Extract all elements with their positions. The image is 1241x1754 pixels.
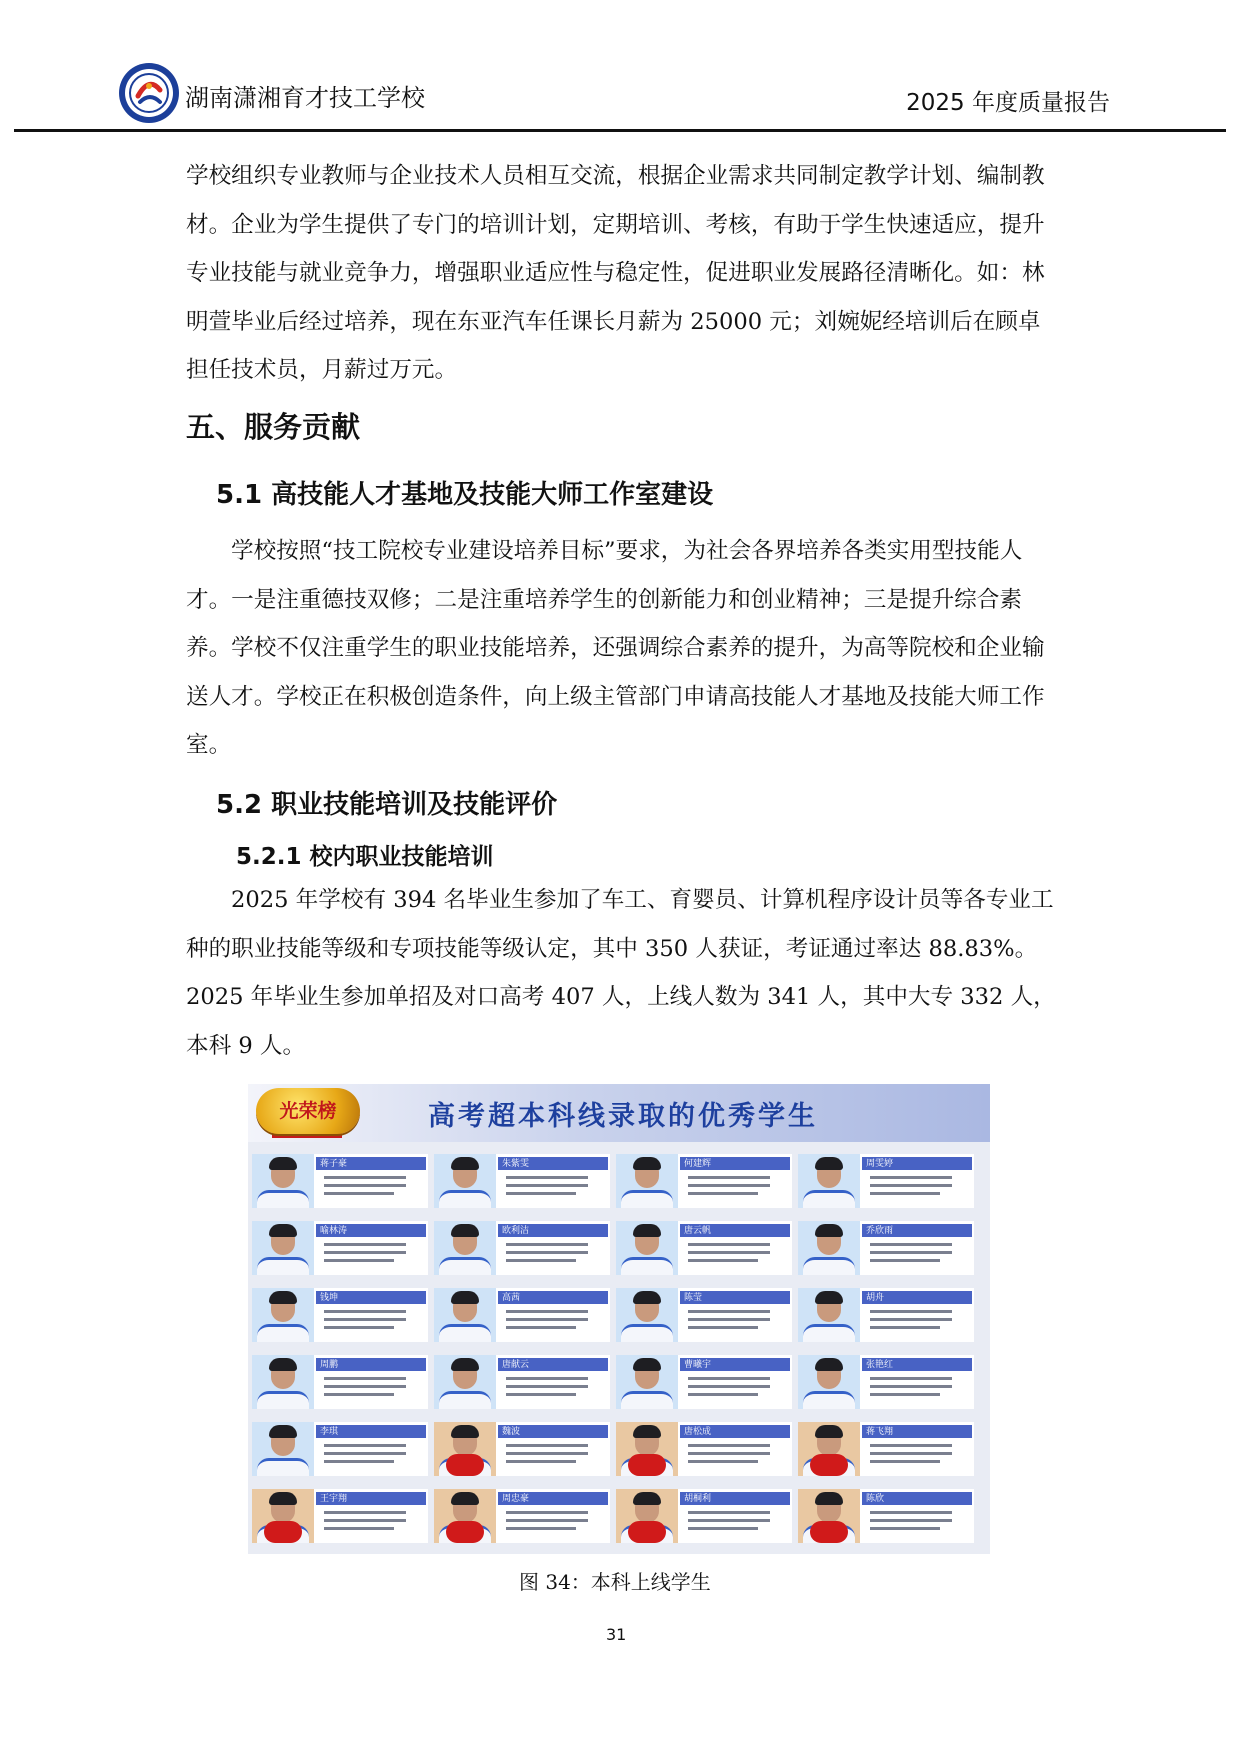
student-photo — [252, 1422, 314, 1476]
student-score-line — [324, 1519, 406, 1522]
student-name-bar — [498, 1291, 608, 1304]
student-score-line — [870, 1377, 952, 1380]
student-photo — [616, 1355, 678, 1409]
student-card — [616, 1288, 792, 1342]
student-score-line — [324, 1511, 406, 1514]
student-card — [798, 1288, 974, 1342]
student-score-line — [688, 1251, 770, 1254]
student-score-line — [688, 1519, 770, 1522]
student-card — [434, 1489, 610, 1543]
student-name: 唐云帆 — [684, 1226, 712, 1236]
student-name: 朱紫雯 — [502, 1159, 530, 1169]
student-name-bar — [680, 1425, 790, 1438]
student-name: 胡桐利 — [684, 1494, 712, 1504]
student-card — [616, 1154, 792, 1208]
section-heading: 五、服务贡献 — [186, 410, 361, 444]
badge-label: 光荣榜 — [279, 1100, 337, 1122]
student-card — [616, 1489, 792, 1543]
student-score-line — [506, 1519, 588, 1522]
paragraph-cooperation: 学校组织专业教师与企业技术人员相互交流，根据企业需求共同制定教学计划、编制教材。企业为学生提供了专门的培训计划，定期培训、考核，有助于学生快速适应，提升专业技能与就业竞争力，增强职业适应性与稳定性，促进职业发展路径清晰化。如：林明萱毕业后经过培养，现在东亚汽车任课长月薪为 25000 元；刘婉妮经培训后在顾卓担任技术员，月薪过万元。 — [186, 163, 1045, 383]
student-name-bar — [862, 1425, 972, 1438]
student-card — [252, 1422, 428, 1476]
student-name: 张艳红 — [866, 1360, 894, 1370]
student-photo — [798, 1422, 860, 1476]
student-score-line — [324, 1243, 406, 1246]
student-score-line — [506, 1385, 588, 1388]
student-card — [798, 1221, 974, 1275]
paragraph-talent-base: 学校按照“技工院校专业建设培养目标”要求，为社会各界培养各类实用型技能人才。一是注重德技双修；二是注重培养学生的创新能力和创业精神；三是提升综合素养。学校不仅注重学生的职业技能培养，还强调综合素养的提升，为高等院校和企业输送人才。学校正在积极创造条件，向上级主管部门申请高技能人才基地及技能大师工作室。 — [186, 538, 1045, 758]
honor-badge — [256, 1088, 360, 1134]
student-name-bar — [316, 1157, 426, 1170]
student-score-line — [870, 1326, 940, 1329]
student-score-line — [506, 1326, 576, 1329]
student-name: 蒋子豪 — [320, 1159, 348, 1169]
student-name-bar — [862, 1291, 972, 1304]
student-name-bar — [498, 1224, 608, 1237]
student-score-line — [506, 1511, 588, 1514]
student-score-line — [324, 1393, 394, 1396]
student-score-line — [870, 1511, 952, 1514]
figure-banner — [248, 1084, 990, 1142]
student-score-line — [688, 1377, 770, 1380]
student-score-line — [324, 1527, 394, 1530]
student-score-line — [870, 1251, 952, 1254]
student-score-line — [324, 1377, 406, 1380]
student-score-line — [870, 1318, 952, 1321]
student-name: 李琪 — [320, 1427, 339, 1437]
student-card — [434, 1288, 610, 1342]
student-score-line — [324, 1259, 394, 1262]
student-name: 陈莹 — [684, 1293, 703, 1303]
student-card — [434, 1221, 610, 1275]
student-name-bar — [316, 1358, 426, 1371]
student-photo — [252, 1154, 314, 1208]
student-name: 周忠豪 — [502, 1494, 530, 1504]
student-name: 唐献云 — [502, 1360, 530, 1370]
student-photo — [798, 1355, 860, 1409]
student-name-bar — [498, 1157, 608, 1170]
student-name: 何建辉 — [684, 1159, 712, 1169]
student-card — [798, 1355, 974, 1409]
student-score-line — [870, 1460, 940, 1463]
student-card — [616, 1355, 792, 1409]
student-name-bar — [862, 1224, 972, 1237]
student-name: 欧利洁 — [502, 1226, 530, 1236]
student-name-bar — [316, 1425, 426, 1438]
student-score-line — [506, 1184, 588, 1187]
student-score-line — [870, 1527, 940, 1530]
student-photo — [252, 1355, 314, 1409]
student-card — [252, 1221, 428, 1275]
student-score-line — [324, 1184, 406, 1187]
student-score-line — [688, 1176, 770, 1179]
subsection-heading-5-1: 5.1 高技能人才基地及技能大师工作室建设 — [216, 480, 714, 510]
student-photo — [798, 1489, 860, 1543]
student-photo — [434, 1154, 496, 1208]
student-score-line — [870, 1310, 952, 1313]
student-score-line — [324, 1310, 406, 1313]
student-name-bar — [680, 1358, 790, 1371]
paragraph-training-results: 2025 年学校有 394 名毕业生参加了车工、育婴员、计算机程序设计员等各专业工种的职业技能等级和专项技能等级认定，其中 350 人获证，考证通过率达 88.83%。2025 年毕业生参加单招及对口高考 407 人，上线人数为 341 人，其中大专 332 人，本科 9 人。 — [186, 887, 1056, 1059]
student-name: 周鹏 — [320, 1360, 339, 1370]
student-score-line — [688, 1310, 770, 1313]
student-score-line — [870, 1184, 952, 1187]
student-name-bar — [316, 1291, 426, 1304]
student-score-line — [324, 1326, 394, 1329]
student-photo — [616, 1288, 678, 1342]
student-card — [798, 1154, 974, 1208]
page-number: 31 — [606, 1625, 627, 1644]
student-name-bar — [862, 1492, 972, 1505]
student-score-line — [870, 1444, 952, 1447]
student-photo — [616, 1489, 678, 1543]
student-name: 钱坤 — [320, 1293, 339, 1303]
honor-roll-figure — [248, 1084, 990, 1554]
student-score-line — [506, 1310, 588, 1313]
student-name-bar — [862, 1157, 972, 1170]
student-score-line — [688, 1259, 758, 1262]
student-name: 胡舟 — [866, 1293, 885, 1303]
student-score-line — [688, 1184, 770, 1187]
student-photo — [616, 1154, 678, 1208]
student-score-line — [506, 1192, 576, 1195]
student-card — [434, 1355, 610, 1409]
student-name-bar — [680, 1224, 790, 1237]
student-score-line — [688, 1444, 770, 1447]
student-name: 唐松成 — [684, 1427, 712, 1437]
student-card — [434, 1154, 610, 1208]
student-score-line — [324, 1444, 406, 1447]
student-card — [798, 1422, 974, 1476]
student-name: 周雯婷 — [866, 1159, 894, 1169]
student-score-line — [870, 1385, 952, 1388]
student-score-line — [324, 1452, 406, 1455]
student-name: 曹曦宇 — [684, 1360, 712, 1370]
figure-title: 高考超本科线录取的优秀学生 — [428, 1101, 818, 1132]
student-card — [252, 1288, 428, 1342]
student-name-bar — [316, 1224, 426, 1237]
student-photo — [434, 1288, 496, 1342]
student-name: 魏波 — [502, 1427, 521, 1437]
figure-caption: 图 34：本科上线学生 — [519, 1570, 711, 1594]
student-photo — [798, 1288, 860, 1342]
student-photo — [616, 1221, 678, 1275]
student-name-bar — [498, 1492, 608, 1505]
student-score-line — [506, 1527, 576, 1530]
student-card — [252, 1154, 428, 1208]
student-name-bar — [498, 1358, 608, 1371]
student-name-bar — [862, 1358, 972, 1371]
student-score-line — [506, 1460, 576, 1463]
student-score-line — [506, 1318, 588, 1321]
student-card — [616, 1221, 792, 1275]
student-name: 喻林涛 — [320, 1226, 348, 1236]
student-score-line — [324, 1460, 394, 1463]
school-logo-icon — [118, 62, 180, 124]
student-score-line — [870, 1393, 940, 1396]
student-score-line — [324, 1385, 406, 1388]
report-title: 2025 年度质量报告 — [906, 90, 1110, 116]
student-score-line — [870, 1452, 952, 1455]
student-card — [434, 1422, 610, 1476]
student-score-line — [870, 1192, 940, 1195]
student-score-line — [870, 1519, 952, 1522]
student-photo — [798, 1221, 860, 1275]
student-score-line — [688, 1452, 770, 1455]
school-name: 湖南潇湘育才技工学校 — [185, 84, 425, 112]
subsection-heading-5-2: 5.2 职业技能培训及技能评价 — [216, 790, 558, 820]
student-score-line — [506, 1452, 588, 1455]
student-name: 蒋飞翔 — [866, 1427, 894, 1437]
student-score-line — [688, 1460, 758, 1463]
student-photo — [798, 1154, 860, 1208]
student-score-line — [506, 1176, 588, 1179]
student-name-bar — [680, 1492, 790, 1505]
student-score-line — [688, 1393, 758, 1396]
student-name: 乔欣雨 — [866, 1226, 894, 1236]
student-photo — [252, 1288, 314, 1342]
student-photo — [434, 1422, 496, 1476]
student-photo — [434, 1221, 496, 1275]
student-score-line — [688, 1318, 770, 1321]
student-score-line — [506, 1393, 576, 1396]
student-score-line — [688, 1511, 770, 1514]
student-name-bar — [316, 1492, 426, 1505]
student-score-line — [324, 1318, 406, 1321]
student-photo — [434, 1489, 496, 1543]
student-grid — [252, 1154, 988, 1548]
student-card — [798, 1489, 974, 1543]
student-card — [252, 1489, 428, 1543]
student-score-line — [688, 1385, 770, 1388]
student-photo — [434, 1355, 496, 1409]
student-score-line — [506, 1377, 588, 1380]
student-score-line — [324, 1192, 394, 1195]
student-score-line — [506, 1243, 588, 1246]
student-score-line — [506, 1251, 588, 1254]
student-card — [616, 1422, 792, 1476]
student-score-line — [324, 1251, 406, 1254]
student-score-line — [506, 1444, 588, 1447]
student-name: 高茜 — [502, 1293, 521, 1303]
student-name-bar — [680, 1157, 790, 1170]
student-score-line — [688, 1192, 758, 1195]
student-score-line — [870, 1259, 940, 1262]
student-score-line — [688, 1243, 770, 1246]
page-header — [14, 56, 1226, 132]
student-score-line — [688, 1527, 758, 1530]
student-photo — [616, 1422, 678, 1476]
student-card — [252, 1355, 428, 1409]
student-name: 王宇翔 — [320, 1494, 348, 1504]
student-score-line — [506, 1259, 576, 1262]
student-name: 陈欣 — [866, 1494, 885, 1504]
student-name-bar — [680, 1291, 790, 1304]
header-rule — [14, 129, 1226, 132]
subsection-heading-5-2-1: 5.2.1 校内职业技能培训 — [236, 844, 494, 870]
student-score-line — [870, 1243, 952, 1246]
student-score-line — [870, 1176, 952, 1179]
student-photo — [252, 1221, 314, 1275]
student-score-line — [324, 1176, 406, 1179]
student-score-line — [688, 1326, 758, 1329]
student-photo — [252, 1489, 314, 1543]
student-name-bar — [498, 1425, 608, 1438]
